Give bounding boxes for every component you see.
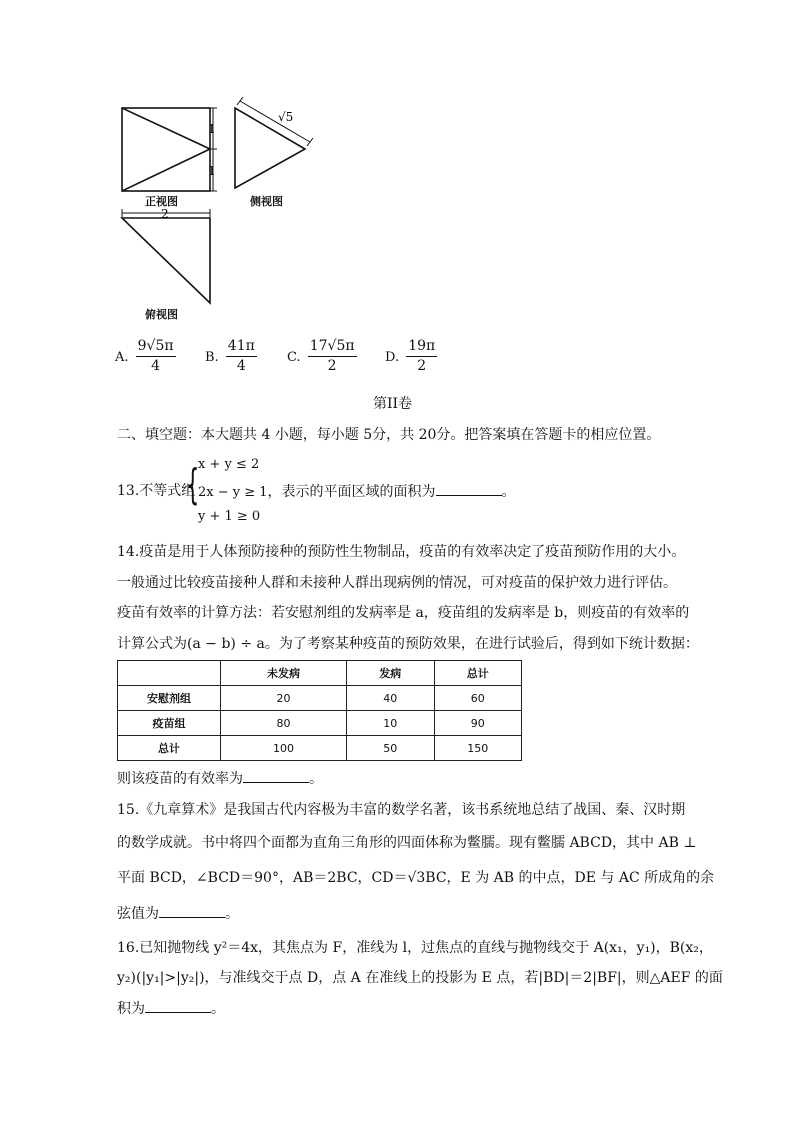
- sqrt-3: √3: [407, 870, 426, 886]
- answer-blank: [145, 998, 211, 1013]
- row-header: 总计: [118, 736, 221, 761]
- answer-blank: [436, 481, 502, 496]
- dim-2: 2: [161, 207, 169, 221]
- q13-inequality-3: y + 1 ≥ 0: [198, 509, 261, 524]
- table-row: [118, 736, 522, 761]
- side-view: [235, 108, 305, 188]
- table-cell: 100: [221, 736, 347, 761]
- fill-heading: 二、填空题：本大题共 4 小题，每小题 5分，共 20分。把答案填在答题卡的相应位置。: [117, 427, 661, 443]
- table-header: 发病: [347, 661, 435, 686]
- side-dimension: [237, 97, 313, 146]
- q14-line-3: 疫苗有效率的计算方法：若安慰剂组的发病率是 a，疫苗组的发病率是 b，则疫苗的有效率的: [117, 605, 690, 621]
- top-view-label: 俯视图: [145, 308, 178, 321]
- option-b: [205, 338, 257, 375]
- q15-line-3a: 平面 BCD，∠BCD＝90°，AB＝2BC，CD＝: [117, 870, 408, 886]
- table-header-row: [118, 661, 522, 686]
- q15-end: 。: [225, 906, 239, 922]
- statistics-table: [117, 660, 522, 761]
- q16-line-3: [117, 998, 225, 1019]
- q14-answer-line: [117, 768, 323, 789]
- table-cell: 150: [434, 736, 522, 761]
- front-view-label: 正视图: [145, 195, 178, 208]
- q15-line-3: [117, 868, 714, 888]
- q13-end: 。: [501, 484, 516, 500]
- numerator: 19π: [406, 338, 437, 357]
- numerator: 17√5π: [308, 338, 357, 357]
- row-header: 安慰剂组: [118, 686, 221, 711]
- denominator: 2: [417, 358, 427, 374]
- q13-suffix: ，表示的平面区域的面积为: [267, 484, 436, 500]
- numerator: 9√5π: [136, 338, 176, 357]
- q14-answer-end: 。: [309, 771, 323, 787]
- option-d: [385, 338, 437, 375]
- denominator: 2: [327, 358, 337, 374]
- q14-line-4: 计算公式为(a − b) ÷ a。为了考察某种疫苗的预防效果，在进行试验后，得到如下统计数据：: [117, 636, 699, 652]
- option-a: [115, 338, 176, 375]
- table-cell: 60: [434, 686, 522, 711]
- q15-line-3b: BC，E 为 AB 的中点，DE 与 AC 所成角的余: [425, 870, 715, 886]
- denominator: 4: [236, 358, 246, 374]
- dim-sqrt5: √5: [278, 110, 294, 124]
- table-header: 未发病: [221, 661, 347, 686]
- row-header: 疫苗组: [118, 711, 221, 736]
- numerator: 41π: [226, 338, 257, 357]
- option-letter: D.: [385, 350, 400, 365]
- q15-line-2: 的数学成就。书中将四个面都为直角三角形的四面体称为鳖臑。现有鳖臑 ABCD，其中 AB ⊥: [117, 835, 697, 851]
- top-view: [122, 218, 210, 303]
- q13-inequality-1: x + y ≤ 2: [198, 457, 260, 472]
- dim-1-bottom: 1: [208, 164, 216, 178]
- q14-line-1: 14.疫苗是用于人体预防接种的预防性生物制品，疫苗的有效率决定了疫苗预防作用的大小。: [117, 544, 686, 560]
- table-row: [118, 711, 522, 736]
- front-view: [122, 108, 210, 191]
- option-fraction: [136, 338, 176, 375]
- table-cell: 40: [347, 686, 435, 711]
- answer-blank: [159, 903, 225, 918]
- option-letter: A.: [115, 350, 129, 365]
- option-fraction: [308, 338, 357, 375]
- q15-line-1: 15.《九章算术》是我国古代内容极为丰富的数学名著，该书系统地总结了战国、秦、汉时期: [117, 802, 686, 818]
- q13-prefix: 13.不等式组: [117, 483, 196, 499]
- q15-line-4: [117, 903, 239, 924]
- option-fraction: [406, 338, 437, 375]
- option-letter: B.: [205, 350, 219, 365]
- option-c: [287, 338, 357, 375]
- q16-end: 。: [211, 1001, 225, 1017]
- table-row: [118, 686, 522, 711]
- q13-inequality-2: 2x − y ≥ 1: [198, 485, 268, 500]
- q16-line-1: 16.已知抛物线 y²＝4x，其焦点为 F，准线为 l，过焦点的直线与抛物线交于 A(x₁，y₁)，B(x₂，: [117, 940, 713, 956]
- q13-line: [198, 481, 516, 503]
- q14-line-2: 一般通过比较疫苗接种人群和未接种人群出现病例的情况，可对疫苗的保护效力进行评估。: [117, 575, 677, 591]
- table-cell: 80: [221, 711, 347, 736]
- table-cell: 10: [347, 711, 435, 736]
- q16-line-2: y₂)(|y₁|>|y₂|)，与准线交于点 D，点 A 在准线上的投影为 E 点，若|BD|＝2|BF|，则△AEF 的面: [117, 970, 723, 986]
- side-view-label: 侧视图: [250, 195, 283, 208]
- left-brace: {: [186, 460, 200, 509]
- option-fraction: [226, 338, 257, 375]
- dim-1-top: 1: [208, 122, 216, 136]
- denominator: 4: [151, 358, 161, 374]
- table-cell: [118, 661, 221, 686]
- option-letter: C.: [287, 350, 301, 365]
- section-title: 第II卷: [373, 396, 413, 412]
- q14-answer-prefix: 则该疫苗的有效率为: [117, 771, 243, 787]
- q16-line-3-text: 积为: [117, 1001, 145, 1017]
- table-header: 总计: [434, 661, 522, 686]
- three-view-figure: [110, 95, 340, 325]
- q15-line-4-text: 弦值为: [117, 906, 159, 922]
- table-cell: 50: [347, 736, 435, 761]
- answer-blank: [243, 768, 309, 783]
- table-cell: 20: [221, 686, 347, 711]
- table-cell: 90: [434, 711, 522, 736]
